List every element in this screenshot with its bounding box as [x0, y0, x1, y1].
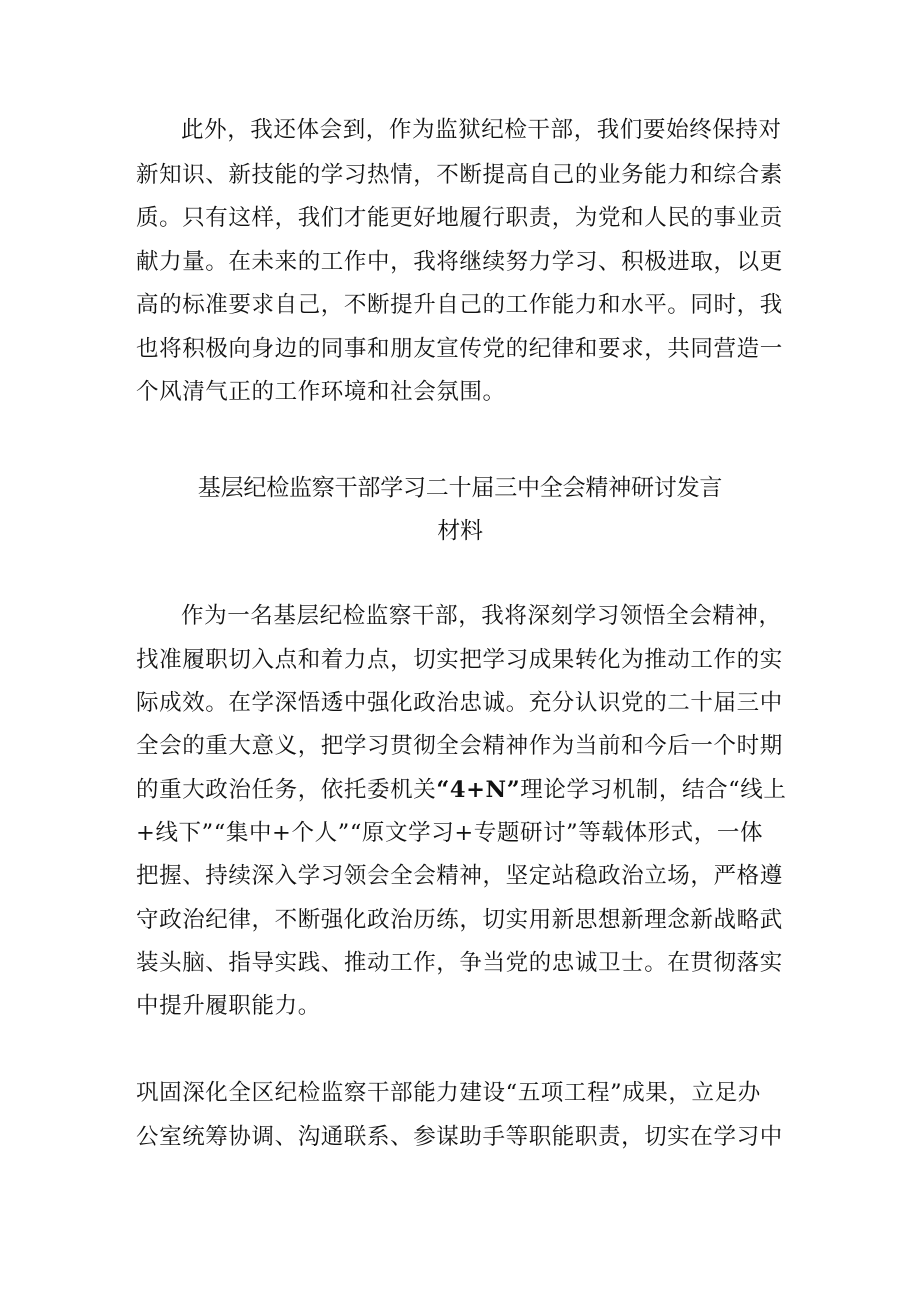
paragraph-line: 守政治纪律，不断强化政治历练，切实用新思想新理念新战略武 [136, 907, 783, 933]
paragraph-line: 高的标准要求自己，不断提升自己的工作能力和水平。同时，我 [136, 292, 783, 318]
text-run: 的重大政治任务，依托委机关 [136, 777, 437, 803]
paragraph-line: 际成效。在学深悟透中强化政治忠诚。充分认识党的二十届三中 [136, 690, 783, 716]
paragraph-line: 中提升履职能力。 [136, 993, 321, 1019]
paragraph-line: 全会的重大意义，把学习贯彻全会精神作为当前和今后一个时期 [136, 733, 783, 759]
paragraph-line: 把握、持续深入学习领会全会精神，坚定站稳政治立场，严格遵 [136, 863, 783, 889]
paragraph-line: 找准履职切入点和着力点，切实把学习成果转化为推动工作的实 [136, 647, 783, 673]
paragraph-line: 质。只有这样，我们才能更好地履行职责，为党和人民的事业贡 [136, 205, 783, 231]
paragraph-line: +线下”“集中+个人”“原文学习+专题研讨”等载体形式，一体 [136, 820, 764, 846]
paragraph-line: 作为一名基层纪检监察干部，我将深刻学习领悟全会精神， [181, 603, 782, 629]
section-title: 基层纪检监察干部学习二十届三中全会精神研讨发言 [197, 475, 723, 501]
paragraph-line [136, 775, 786, 805]
paragraph-line: 也将积极向身边的同事和朋友宣传党的纪律和要求，共同营造一 [136, 336, 783, 362]
bold-mechanism-label: “4+N” [436, 777, 521, 803]
section-title-continued: 材料 [437, 518, 483, 544]
paragraph-line: 巩固深化全区纪检监察干部能力建设“五项工程”成果，立足办 [136, 1080, 761, 1106]
text-run: 理论学习机制，结合“线上 [520, 777, 787, 803]
paragraph-line: 公室统筹协调、沟通联系、参谋助手等职能职责，切实在学习中 [136, 1124, 783, 1150]
paragraph-line: 装头脑、指导实践、推动工作，争当党的忠诚卫士。在贯彻落实 [136, 950, 783, 976]
paragraph-line: 个风清气正的工作环境和社会氛围。 [136, 379, 506, 405]
paragraph-line: 献力量。在未来的工作中，我将继续努力学习、积极进取，以更 [136, 249, 783, 275]
paragraph-line: 此外，我还体会到，作为监狱纪检干部，我们要始终保持对 [181, 117, 782, 143]
paragraph-line: 新知识、新技能的学习热情，不断提高自己的业务能力和综合素 [136, 162, 783, 188]
